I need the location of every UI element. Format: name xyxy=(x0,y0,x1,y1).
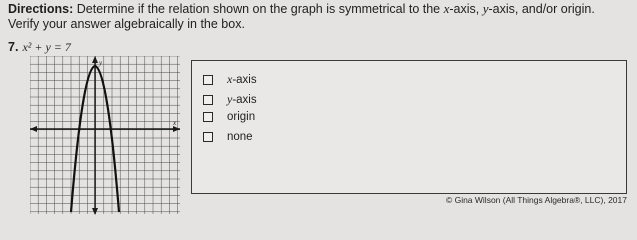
option-y-axis-label: y-axis xyxy=(227,92,257,106)
x-axis-variable: x xyxy=(443,1,450,16)
graph-y-label: y xyxy=(99,59,103,67)
x-axis-arrow-left-icon xyxy=(30,126,37,132)
directions-text-part2: -axis, xyxy=(449,2,483,16)
problem-equation: x² + y = 7 xyxy=(22,40,71,54)
option-none[interactable] xyxy=(203,131,253,143)
y-axis-arrow-up-icon xyxy=(92,56,98,63)
graph-svg xyxy=(30,56,180,216)
directions-text-part1: Determine if the relation shown on the graph is symmetrical to the xyxy=(73,2,444,16)
problem-number: 7. xyxy=(8,40,19,54)
option-none-label: none xyxy=(227,131,253,143)
graph-grid xyxy=(30,56,180,214)
directions-label: Directions: xyxy=(8,2,74,16)
checkbox-origin[interactable] xyxy=(203,112,213,122)
y-axis-variable: y xyxy=(482,1,489,16)
directions-text-part3: -axis, and/or origin. Verify your answer algebraically in the box. xyxy=(8,2,595,31)
copyright-notice: © Gina Wilson (All Things Algebra®, LLC), 2017 xyxy=(445,195,627,205)
graph-x-label: x xyxy=(173,119,177,127)
checkbox-y-axis[interactable] xyxy=(203,95,213,105)
option-origin[interactable] xyxy=(203,111,255,123)
checkbox-x-axis[interactable] xyxy=(203,75,213,85)
option-y-axis[interactable] xyxy=(203,92,257,107)
answer-box xyxy=(191,60,627,194)
checkbox-none[interactable] xyxy=(203,132,213,142)
coordinate-graph xyxy=(30,56,180,216)
option-x-axis[interactable] xyxy=(203,72,257,87)
option-x-axis-label: x-axis xyxy=(227,72,257,86)
option-origin-label: origin xyxy=(227,111,256,123)
directions-text xyxy=(8,1,628,32)
y-axis-arrow-down-icon xyxy=(92,208,98,215)
problem-statement xyxy=(8,40,71,55)
